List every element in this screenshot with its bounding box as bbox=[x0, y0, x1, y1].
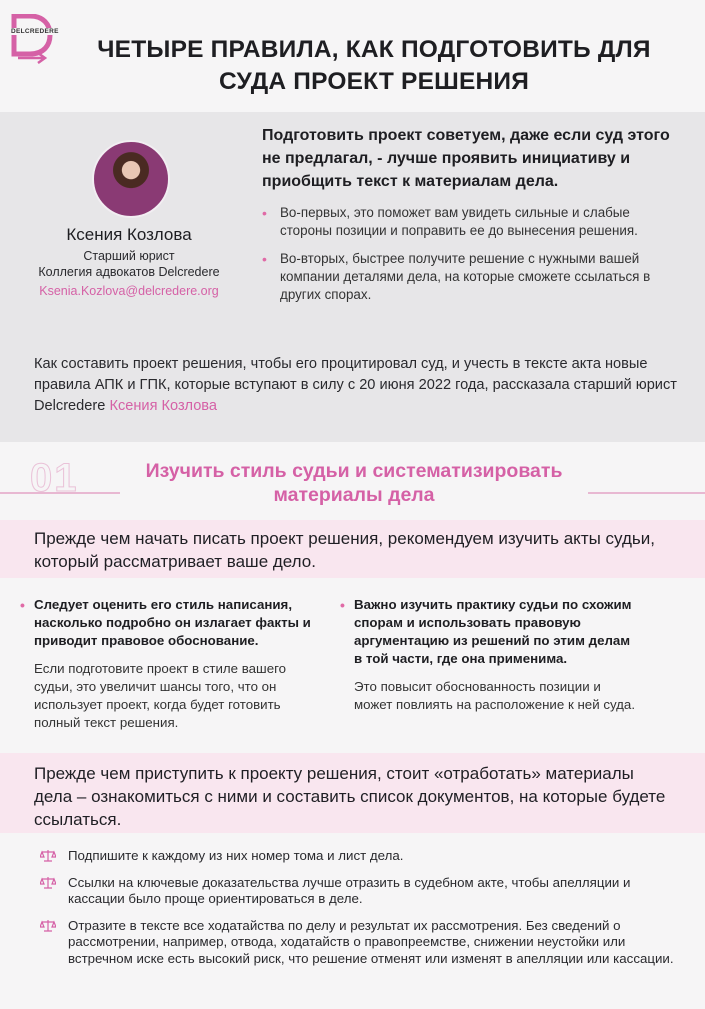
tip-heading: • Важно изучить практику судьи по схожим спорам и использовать правовую аргументацию из решений по этим делам в той части, где она применима. bbox=[340, 597, 632, 666]
author-name: Ксения Козлова bbox=[66, 225, 192, 244]
scales-icon bbox=[40, 849, 56, 863]
logo-text: DELCREDERE bbox=[11, 28, 59, 35]
divider bbox=[588, 492, 705, 494]
intro-summary: Как составить проект решения, чтобы его процитировал суд, и учесть в тексте акта новые правила АПК и ГПК, которые вступают в силу с 20 июня 2022 года, рассказала старший юрист Delcredere Ксения Козлова bbox=[34, 356, 677, 414]
tip-column-right bbox=[340, 596, 640, 714]
list-item: Подпишите к каждому из них номер тома и лист дела. bbox=[40, 848, 680, 865]
list-item: Отразите в тексте все ходатайства по делу и результат их рассмотрения. Без сведений о рассмотрении, например, отвода, ходатайств о правопреемстве, снижении неустойки или встречном иске есть высокий риск, что решение отменят или изменят в апелляции или кассации. bbox=[40, 918, 680, 968]
tip-text: Это повысит обоснованность позиции и может повлиять на расположение к ней суда. bbox=[354, 679, 636, 712]
section-number: 01 bbox=[30, 456, 79, 500]
delcredere-logo-icon bbox=[10, 14, 54, 64]
scales-icon bbox=[40, 876, 56, 890]
summary-author-link[interactable]: Ксения Козлова bbox=[109, 398, 218, 414]
intro-points bbox=[262, 204, 682, 314]
author-role: Старший юрист Коллегия адвокатов Delcredere bbox=[38, 249, 220, 279]
bullet-icon: • bbox=[20, 597, 25, 613]
list-item: • Во-первых, это поможет вам увидеть сильные и слабые стороны позиции и поправить ее до вынесения решения. bbox=[262, 205, 638, 238]
scales-icon bbox=[40, 919, 56, 933]
author-email-link[interactable]: Ksenia.Kozlova@delcredere.org bbox=[39, 284, 219, 298]
band-text: Прежде чем начать писать проект решения, рекомендуем изучить акты судьи, который рассматривает ваше дело. bbox=[34, 529, 655, 571]
section-title: Изучить стиль судьи и систематизировать материалы дела bbox=[145, 460, 563, 506]
band-text: Прежде чем приступить к проекту решения, стоит «отработать» материалы дела – ознакомиться с ними и составить список документов, на которые будете ссылаться. bbox=[34, 764, 666, 829]
highlight-band bbox=[0, 520, 705, 578]
bullet-icon: • bbox=[262, 205, 267, 221]
page-title: ЧЕТЫРЕ ПРАВИЛА, КАК ПОДГОТОВИТЬ ДЛЯ СУДА ПРОЕКТ РЕШЕНИЯ bbox=[97, 36, 651, 95]
bullet-icon: • bbox=[262, 251, 267, 267]
author-photo bbox=[92, 140, 170, 218]
checklist bbox=[40, 848, 680, 977]
tip-text: Если подготовите проект в стиле вашего судьи, это увеличит шансы того, что он использует проект, когда будет готовить полный текст решения. bbox=[34, 661, 287, 730]
tip-column-left bbox=[20, 596, 320, 732]
list-item: Ссылки на ключевые доказательства лучше отразить в судебном акте, чтобы апелляции и кассации было проще ориентироваться в деле. bbox=[40, 875, 680, 908]
header bbox=[0, 0, 705, 112]
highlight-band bbox=[0, 753, 705, 833]
intro-lead: Подготовить проект советуем, даже если суд этого не предлагал, - лучше проявить инициативу и приобщить текст к материалам дела. bbox=[262, 127, 670, 190]
bullet-icon: • bbox=[340, 597, 345, 613]
tip-heading: • Следует оценить его стиль написания, насколько подробно он излагает факты и приводит правовое обоснование. bbox=[20, 597, 311, 648]
list-item: • Во-вторых, быстрее получите решение с нужными вашей компании деталями дела, на которые сможете ссылаться в других спорах. bbox=[262, 251, 651, 302]
